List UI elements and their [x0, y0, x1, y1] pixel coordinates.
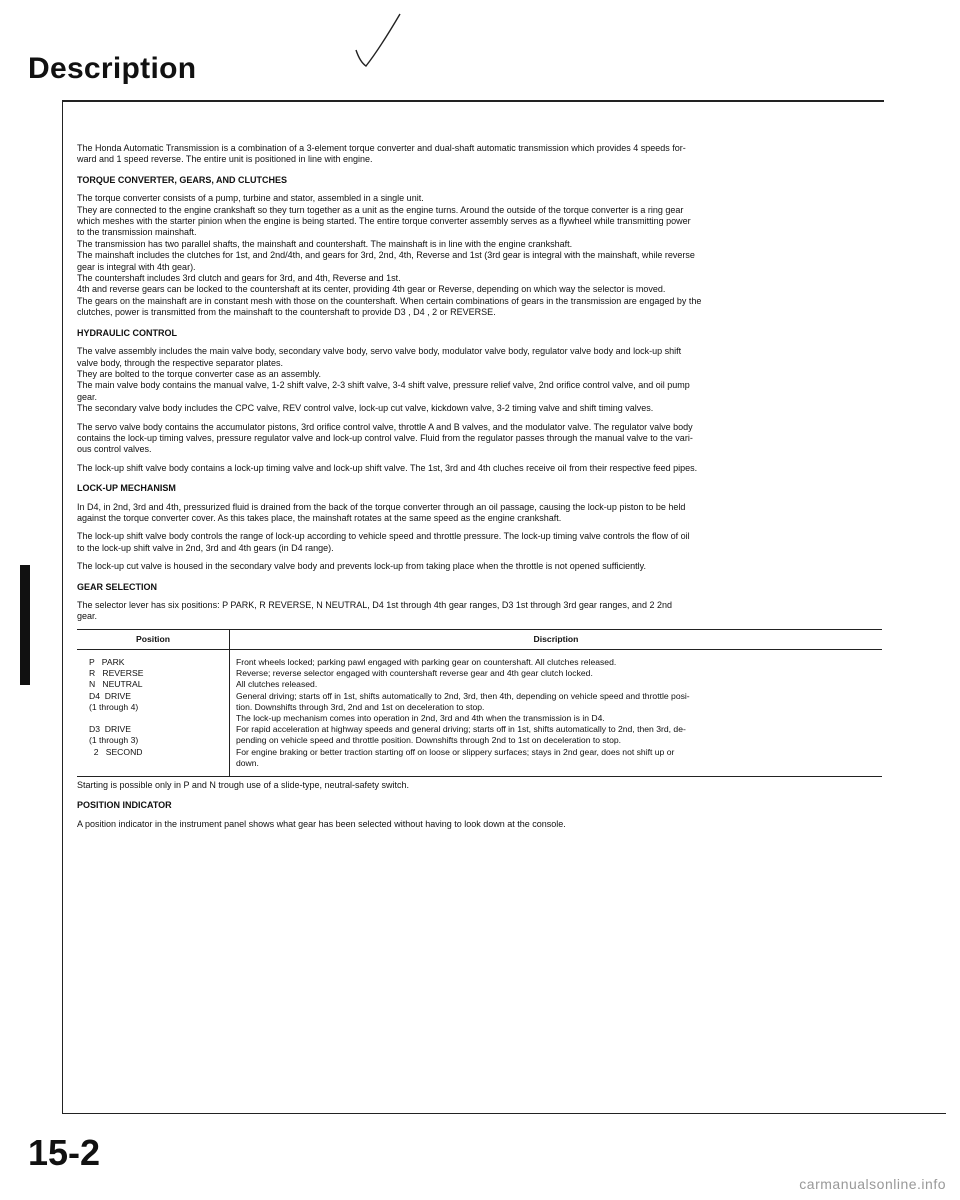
- text-line: 4th and reverse gears can be locked to the countershaft at its center, providing 4th gear or Reverse, depending on which way the selector is moved.: [77, 284, 666, 295]
- document-body: [77, 143, 882, 837]
- torque-converter-paragraph: [77, 193, 882, 318]
- column-header-position: Position: [77, 629, 230, 649]
- description-cell: [230, 650, 883, 777]
- text-line: which meshes with the starter pinion when the engine is being started. The entire torque converter assembly serves as a flywheel while transmitting power: [77, 216, 691, 227]
- position-d4-range: (1 through 4): [89, 701, 139, 712]
- heading-lock-up-mechanism: LOCK-UP MECHANISM: [77, 483, 176, 494]
- text-line: The valve assembly includes the main valve body, secondary valve body, servo valve body, modulator valve body, regulator valve body and lock-up shift: [77, 346, 682, 357]
- text-line: The servo valve body contains the accumulator pistons, 3rd orifice control valve, throttle A and B valves, and the modulator valve. The regulator valve body: [77, 421, 693, 432]
- description-line: For engine braking or better traction starting off on loose or slippery surfaces; stays in 2nd gear, does not shift up or: [236, 746, 675, 757]
- text-line: The selector lever has six positions: P PARK, R REVERSE, N NEUTRAL, D4 1st through 4th gear ranges, D3 1st through 3rd gear ranges, and 2 2nd: [77, 600, 672, 610]
- position-reverse: R REVERSE: [89, 668, 144, 679]
- text-line: The torque converter consists of a pump, turbine and stator, assembled in a single unit.: [77, 193, 424, 204]
- text-line: The mainshaft includes the clutches for 1st, and 2nd/4th, and gears for 3rd, 2nd, 4th, Reverse and 1st (3rd gear is integral with the mainshaft, while reverse: [77, 250, 695, 261]
- text-line: The countershaft includes 3rd clutch and gears for 3rd, and 4th, Reverse and 1st.: [77, 273, 401, 284]
- lockup-paragraph-1: [77, 502, 882, 525]
- description-line: All clutches released.: [236, 679, 318, 690]
- description-line: Reverse; reverse selector engaged with countershaft reverse gear and 4th gear clutch locked.: [236, 668, 593, 679]
- position-park: P PARK: [89, 657, 125, 668]
- position-d4: D4 DRIVE: [89, 690, 132, 701]
- watermark: carmanualsonline.info: [799, 1176, 946, 1192]
- description-line: pending on vehicle speed and throttle position. Downshifts through 2nd to 1st on deceleration to stop.: [236, 735, 622, 746]
- hydraulic-paragraph-3: The lock-up shift valve body contains a lock-up timing valve and lock-up shift valve. The 1st, 3rd and 4th cluches receive oil from their respective feed pipes.: [77, 462, 698, 473]
- intro-paragraph: [77, 143, 882, 166]
- text-line: The secondary valve body includes the CPC valve, REV control valve, lock-up cut valve, kickdown valve, 3-2 timing valve and shift timing valves.: [77, 403, 654, 414]
- hydraulic-paragraph-1: [77, 346, 882, 414]
- text-line: clutches, power is transmitted from the mainshaft to the countershaft to provide D3 , D4 , 2 or REVERSE.: [77, 307, 496, 318]
- description-line: The lock-up mechanism comes into operation in 2nd, 3rd and 4th when the transmission is in D4.: [236, 713, 605, 724]
- text-line: contains the lock-up timing valves, pressure regulator valve and lock-up control valve. Fluid from the regulator passes through the manual valve to the vari-: [77, 432, 693, 443]
- text-line: valve body, through the respective separator plates.: [77, 357, 283, 368]
- description-line: For rapid acceleration at highway speeds and general driving; starts off in 1st, shifts automatically to 2nd, then 3rd, de-: [236, 724, 686, 735]
- position-spacer: [89, 713, 225, 724]
- heading-position-indicator: POSITION INDICATOR: [77, 800, 172, 811]
- lockup-paragraph-3: The lock-up cut valve is housed in the secondary valve body and prevents lock-up from taking place when the throttle is not opened sufficiently.: [77, 561, 646, 572]
- heading-hydraulic-control: HYDRAULIC CONTROL: [77, 327, 177, 338]
- text-line: to the transmission mainshaft.: [77, 227, 197, 238]
- table-row: [77, 650, 882, 777]
- description-line: down.: [236, 757, 259, 768]
- text-line: They are connected to the engine crankshaft so they turn together as a unit as the engine turns. Around the outside of the torque converter is a ring gear: [77, 204, 684, 215]
- page-number: 15-2: [28, 1132, 101, 1173]
- handwritten-check-mark: [350, 10, 410, 70]
- description-line: Front wheels locked; parking pawl engaged with parking gear on countershaft. All clutches released.: [236, 657, 617, 668]
- text-line: to the lock-up shift valve in 2nd, 3rd and 4th gears (in D4 range).: [77, 542, 334, 553]
- text-line: The Honda Automatic Transmission is a combination of a 3-element torque converter and dual-shaft automatic transmission which provides 4 speeds for-: [77, 143, 686, 153]
- position-cell: [77, 650, 230, 777]
- text-line: The transmission has two parallel shafts, the mainshaft and countershaft. The mainshaft is in line with the engine crankshaft.: [77, 238, 573, 249]
- text-line: The gears on the mainshaft are in constant mesh with those on the countershaft. When certain combinations of gears in the transmission are engaged by the: [77, 295, 702, 306]
- description-line: General driving; starts off in 1st, shifts automatically to 2nd, 3rd, then 4th, depending on vehicle speed and throttle posi-: [236, 690, 690, 701]
- page-title: Description: [28, 52, 197, 85]
- text-line: In D4, in 2nd, 3rd and 4th, pressurized fluid is drained from the back of the torque converter through an oil passage, causing the lock-up piston to be held: [77, 501, 686, 512]
- text-line: ward and 1 speed reverse. The entire unit is positioned in line with engine.: [77, 154, 373, 165]
- neutral-safety-note: Starting is possible only in P and N trough use of a slide-type, neutral-safety switch.: [77, 780, 410, 791]
- revision-bar: [20, 565, 30, 685]
- column-header-description: Discription: [230, 629, 883, 649]
- text-line: gear is integral with 4th gear).: [77, 261, 196, 272]
- text-line: against the torque converter cover. As this takes place, the mainshaft rotates at the same speed as the engine crankshaft.: [77, 512, 562, 523]
- position-d3-range: (1 through 3): [89, 735, 139, 746]
- text-line: gear.: [77, 391, 98, 402]
- hydraulic-paragraph-2: [77, 422, 882, 456]
- position-neutral: N NEUTRAL: [89, 679, 143, 690]
- description-line: tion. Downshifts through 3rd, 2nd and 1st on deceleration to stop.: [236, 701, 485, 712]
- table-header-row: [77, 629, 882, 649]
- heading-torque-converter: TORQUE CONVERTER, GEARS, AND CLUTCHES: [77, 174, 288, 185]
- gear-position-table: [77, 629, 882, 777]
- lockup-paragraph-2: [77, 531, 882, 554]
- heading-gear-selection: GEAR SELECTION: [77, 581, 158, 592]
- position-indicator-paragraph: A position indicator in the instrument panel shows what gear has been selected without having to look down at the console.: [77, 818, 566, 829]
- text-line: ous control valves.: [77, 444, 152, 455]
- text-line: They are bolted to the torque converter case as an assembly.: [77, 368, 321, 379]
- position-second: 2 SECOND: [89, 746, 143, 757]
- gear-selection-paragraph: [77, 600, 882, 623]
- position-d3: D3 DRIVE: [89, 724, 132, 735]
- text-line: gear.: [77, 611, 98, 622]
- text-line: The lock-up shift valve body controls the range of lock-up according to vehicle speed and throttle pressure. The lock-up timing valve controls the flow of oil: [77, 531, 690, 542]
- text-line: The main valve body contains the manual valve, 1-2 shift valve, 2-3 shift valve, 3-4 shift valve, pressure relief valve, 2nd orifice control valve, and oil pump: [77, 380, 690, 391]
